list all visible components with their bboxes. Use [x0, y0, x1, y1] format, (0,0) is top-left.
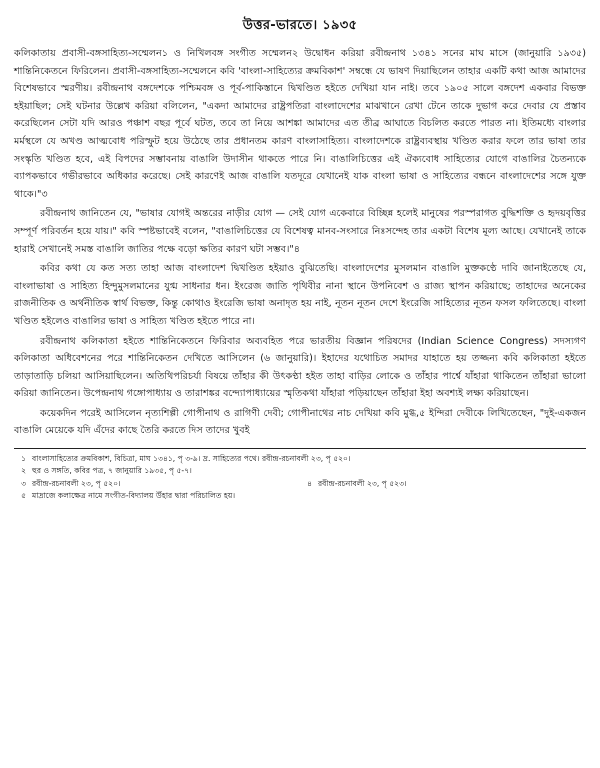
footnote-divider — [14, 448, 586, 449]
footnote-text: হুর ও সঙ্গতি, কবির পত্র, ৭ জানুয়ারি ১৯৩৫, পৃ ৫-৭। — [32, 466, 192, 476]
footnote-number: ১ — [21, 454, 26, 464]
footnote — [14, 478, 300, 490]
footnote-number: ৪ — [307, 478, 312, 488]
footnote-number: ৩ — [21, 478, 26, 488]
footnote-text: মাদ্রাজে কলাক্ষেত্র নামে সংগীত-বিদ্যালয় উঁহার দ্বারা পরিচালিত হয়। — [32, 491, 236, 501]
footnote-number: ২ — [21, 466, 26, 476]
footnote — [300, 478, 586, 490]
paragraph-5: কয়েকদিন পরেই আসিলেন নৃত্যশিল্পী গোপীনাথ ও রাগিণী দেবী; গোপীনাথের নাচ দেখিয়া কবি মুগ্ধ,৫ ইন্দিরা দেবীকে লিখিতেছেন, "দুই-একজন বাঙালি মেয়েকে যদি এঁদের কাছে তৈরি করতে দিস তাদের খুবই — [14, 407, 586, 437]
footnote-row — [14, 478, 586, 490]
footnote — [14, 465, 586, 477]
footnote — [14, 453, 586, 465]
paragraph-2: রবীন্দ্রনাথ জানিতেন যে, "ভাষার যোগই অন্তরের নাড়ীর যোগ — সেই যোগ একেবারে বিচ্ছিন্ন হলেই মানুষের পরস্পরাগত বুদ্ধিশক্তি ও হৃদয়বৃত্তির সম্পূর্ণ পরিবর্তন হয়ে যায়।" কবি স্পষ্টভাবেই বলেন, "বাঙালিচিত্তের যে বিশেষত্ব মানব-সংসারে নিঃসন্দেহ তার একটা বিশেষ মূল্য আছে। যেখানেই তাকে হারাই সেখানেই সমস্ত বাঙালি জাতির পক্ষে বড়ো ক্ষতির কারণ ঘটা সম্ভব।"৪ — [14, 208, 586, 255]
footnotes — [14, 453, 586, 503]
paragraph-1: কলিকাতায় প্রবাসী-বঙ্গসাহিত্য-সম্মেলন১ ও নিখিলবঙ্গ সংগীত সম্মেলন২ উদ্বোধন করিয়া রবীন্দ্রনাথ ১৩৪১ সনের মাঘ মাসে (জানুয়ারি ১৯৩৫) শান্তিনিকেতনে ফিরিলেন। প্রবাসী-বঙ্গসাহিত্য-সম্মেলনে কবি 'বাংলা-সাহিত্যের ক্রমবিকাশ' সম্বন্ধে যে ভাষণ দিয়াছিলেন তাহার একটি কথা আজ আমাদের বিশেষভাবে স্মরণীয়। রবীন্দ্রনাথ বঙ্গদেশকে পশ্চিমবঙ্গ ও পূর্ব-পাকিস্তানে দ্বিখণ্ডিত হইতে দেখিয়া যান নাই। তবে ১৯০৫ সালে বঙ্গদেশ একবার বিভক্ত হইয়াছিল; সেই ঘটনার উল্লেখ করিয়া বলিলেন, "একদা আমাদের রাষ্ট্রপতিরা বাংলাদেশের মাঝখানে রেখা টেনে তাকে দুভাগ করে দেবার যে প্রস্তাব করেছিলেন সেটা যদি আরও পঞ্চাশ বছর পূর্বে ঘটত, তবে তা নিয়ে আশঙ্কা আমাদের এত তীব্র আঘাতে বিচলিত করতে পারত না। ইতিমধ্যে বাংলার মর্মস্থলে যে অখণ্ড আত্মবোধ পরিস্ফুট হয়ে উঠেছে তার প্রধানতম কারণ বাংলাসাহিত্য। বাংলাদেশকে রাষ্ট্রব্যবস্থায় খণ্ডিত করার ফলে তার ভাষা তার সংস্কৃতি খণ্ডিত হবে, এই বিপদের সম্ভাবনায় বাঙালি উদাসীন থাকতে পারে নি। বাঙালিচিত্তের এই ঐক্যবোধ সাহিত্যের যোগে বাঙালির চৈতন্যকে ব্যাপকভাবে গভীরভাবে অধিকার করেছে। সেই কারণেই আজ বাঙালি যতদূরে যেখানেই যাক বাংলা ভাষা ও সাহিত্যের বন্ধনে বাংলাদেশের সঙ্গে যুক্ত থাকে।"৩ — [14, 48, 586, 200]
footnote — [14, 490, 586, 502]
footnote-text: রবীন্দ্র-রচনাবলী ২৩, পৃ ৫২৩। — [318, 478, 407, 488]
footnote-text: বাংলাসাহিত্যের ক্রমবিকাশ, বিচিত্রা, মাঘ ১৩৪১, পৃ ৩-৯। দ্র. সাহিত্যের পথে। রবীন্দ্র-রচনাবলী ২৩, পৃ ৫২০। — [32, 454, 351, 464]
page-title: উত্তর-ভারতে। ১৯৩৫ — [242, 18, 358, 33]
paragraph-3: কবির কথা যে কত সত্য তাহা আজ বাংলাদেশ দ্বিখণ্ডিত হইয়াও বুঝিতেছি। বাংলাদেশের মুসলমান বাঙালি মুক্তকণ্ঠে দাবি জানাইতেছে যে, বাংলাভাষা ও সাহিত্য হিন্দুমুসলমানের যুগ্ম সাধনার ধন। ইংরেজ জাতি পৃথিবীর নানা স্থানে উপনিবেশ ও রাজ্য স্থাপন করিয়াছে; তাহাদের অনেকের রাজনীতিক ও অর্থনীতিক স্বার্থ বিভক্ত, কিন্তু কোথাও ইংরেজি ভাষা অনাদৃত হয় নাই, নূতন নূতন দেশে ইংরেজি সাহিত্যের নূতন ফসল ফলিতেছে। বাংলা খণ্ডিত হইলেও বাঙালির ভাষা ও সাহিত্য খণ্ডিত হইতে পারে না। — [14, 263, 586, 327]
footnote-text: রবীন্দ্র-রচনাবলী ২৩, পৃ ৫২০। — [32, 478, 121, 488]
footnote-number: ৫ — [21, 491, 26, 501]
paragraph-4: রবীন্দ্রনাথ কলিকাতা হইতে শান্তিনিকেতনে ফিরিবার অব্যবহিত পরে ভারতীয় বিজ্ঞান পরিষদের (Indian Science Congress) সদস্যগণ কলিকাতা অধিবেশনের পরে শান্তিনিকেতন দেখিতে আসিলেন (৬ জানুয়ারি)। ইহাদের যথোচিত সমাদর যাহাতে হয় তজ্জন্য কবি কলিকাতা হইতে তাড়াতাড়ি চলিয়া আসিয়াছিলেন। অতিথিপরিচর্যা বিষয়ে তাঁহার কী উৎকণ্ঠা হইত তাহা বাড়ির লোকে ও তাঁহার পার্শ্বে যাঁহারা থাকিতেন তাঁহারা ভালো করিয়া জানিতেন। উপেন্দ্রনাথ গঙ্গোপাধ্যায় ও তারাশঙ্কর বন্দ্যোপাধ্যায়ের স্মৃতিকথা যাঁহারা পড়িয়াছেন তাঁহারা ইহা অবশ্যই লক্ষ্য করিয়াছেন। — [14, 335, 586, 400]
